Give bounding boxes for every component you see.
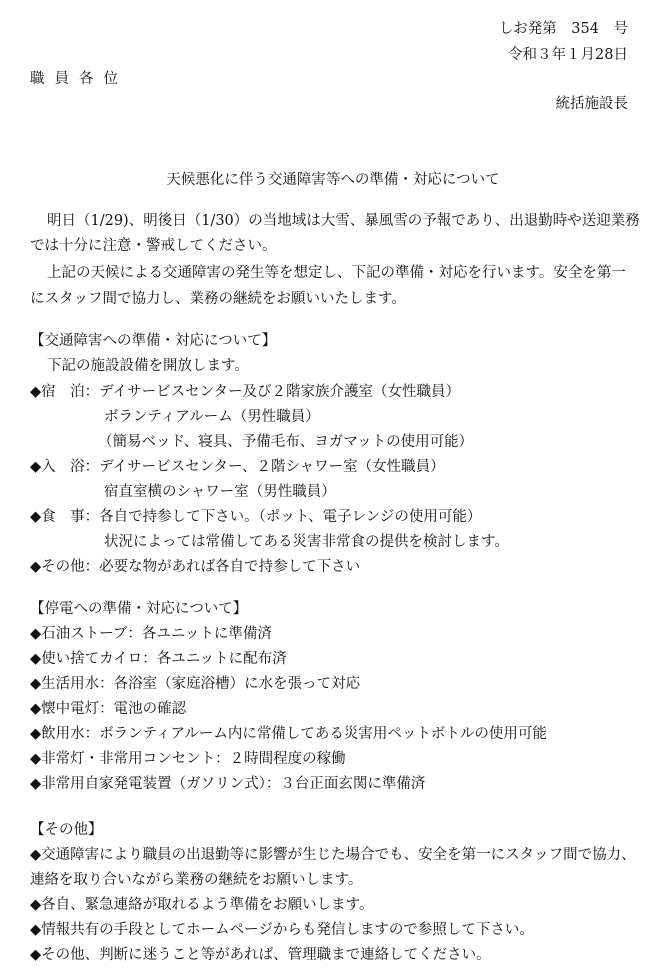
traffic-item: ◆その他：必要な物があれば各自で持参して下さい	[30, 559, 361, 575]
power-item: ◆石油ストーブ：各ユニットに準備済	[30, 626, 272, 642]
intro-line: にスタッフ間で協力し、業務の継続をお願いいたします。	[30, 291, 406, 307]
traffic-item-continuation: 宿直室横のシャワー室（男性職員）	[104, 484, 336, 500]
power-item: ◆生活用水：各浴室（家庭浴槽）に水を張って対応	[30, 676, 361, 692]
power-item: ◆飲用水：ボランティアルーム内に常備してある災害用ペットボトルの使用可能	[30, 726, 547, 742]
sender: 統括施設長	[555, 96, 628, 112]
intro-line: 明日（1/29)、明後日（1/30）の当地域は大雪、暴風雪の予報であり、出退勤時や送迎業務	[47, 213, 640, 229]
addressee: 職員各位	[30, 71, 128, 87]
other-item: ◆情報共有の手段としてホームページからも発信しますので参照して下さい。	[30, 922, 534, 938]
other-item-continuation: 連絡を取り合いながら業務の継続をお願いします。	[30, 872, 363, 888]
traffic-item: ◆宿 泊：デイサービスセンター及び２階家族介護室（女性職員）	[30, 384, 461, 400]
intro-line: では十分に注意・警戒してください。	[30, 238, 277, 254]
traffic-item-continuation: （簡易ベッド、寝具、予備毛布、ヨガマットの使用可能）	[98, 434, 474, 450]
other-item: ◆交通障害により職員の出退勤等に影響が生じた場合でも、安全を第一にスタッフ間で協力、	[30, 847, 636, 863]
section-heading-other: 【その他】	[30, 822, 103, 838]
section-heading-traffic: 【交通障害への準備・対応について】	[30, 333, 277, 349]
other-item: ◆その他、判断に迷うこと等があれば、管理職まで連絡してください。	[30, 947, 491, 963]
intro-line: 上記の天候による交通障害の発生等を想定し、下記の準備・対応を行います。安全を第一	[47, 265, 626, 281]
traffic-item-continuation: 状況によっては常備してある災害非常食の提供を検討します。	[104, 534, 509, 550]
traffic-lead: 下記の施設設備を開放します。	[47, 358, 249, 374]
document-date: 令和３年１月28日	[508, 47, 628, 63]
power-item: ◆非常用自家発電装置（ガソリン式）：３台正面玄関に準備済	[30, 776, 426, 792]
document-title: 天候悪化に伴う交通障害等への準備・対応について	[166, 172, 500, 188]
power-item: ◆懐中電灯：電池の確認	[30, 701, 187, 717]
power-item: ◆非常灯・非常用コンセント：２時間程度の稼働	[30, 751, 346, 767]
section-heading-power: 【停電への準備・対応について】	[30, 601, 248, 617]
document-number: しお発第 354 号	[498, 21, 628, 37]
other-item: ◆各自、緊急連絡が取れるよう準備をお願いします。	[30, 897, 374, 913]
traffic-item: ◆入 浴：デイサービスセンター、２階シャワー室（女性職員）	[30, 459, 445, 475]
power-item: ◆使い捨てカイロ：各ユニットに配布済	[30, 651, 287, 667]
traffic-item-continuation: ボランティアルーム（男性職員）	[104, 409, 320, 425]
traffic-item: ◆食 事：各自で持参して下さい。（ポット、電子レンジの使用可能）	[30, 509, 482, 525]
